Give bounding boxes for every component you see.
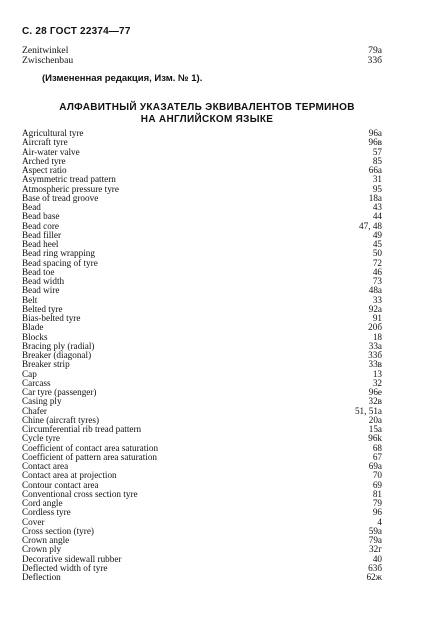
index-term: Bead spacing of tyre	[22, 257, 98, 268]
section-title-line-1: АЛФАВИТНЫЙ УКАЗАТЕЛЬ ЭКВИВАЛЕНТОВ ТЕРМИНОВ	[59, 102, 355, 113]
index-row	[22, 129, 382, 138]
index-reference: 32в	[368, 396, 382, 407]
index-term: Bead wire	[22, 285, 60, 296]
index-reference: 33б	[367, 55, 382, 66]
index-row	[22, 323, 382, 332]
index-term: Atmospheric pressure tyre	[22, 183, 119, 194]
index-row	[22, 490, 382, 499]
index-term: Decorative sidewall rubber	[22, 553, 122, 564]
index-term: Air-water valve	[22, 146, 80, 157]
index-row	[22, 314, 382, 323]
index-term: Coefficient of pattern area saturation	[22, 451, 158, 462]
index-row	[22, 268, 382, 277]
index-term: Belt	[22, 294, 38, 305]
index-row	[22, 425, 382, 434]
index-term: Bead core	[22, 220, 59, 231]
index-term: Blocks	[22, 331, 48, 342]
index-row	[22, 175, 382, 184]
index-term: Bead width	[22, 276, 65, 286]
index-reference: 81	[372, 488, 382, 499]
index-term: Coefficient of contact area saturation	[22, 442, 159, 453]
index-row	[22, 434, 382, 443]
index-reference: 73	[372, 276, 382, 286]
index-term: Cover	[22, 516, 45, 527]
index-reference: 32	[372, 377, 382, 388]
index-term: Zwischenbau	[22, 55, 74, 66]
index-reference: 33а	[368, 340, 382, 351]
index-term: Chine (aircraft tyres)	[22, 414, 100, 425]
index-reference: 95	[372, 183, 382, 194]
index-row	[22, 564, 382, 573]
index-reference: 70	[372, 470, 382, 481]
index-term: Deflected width of tyre	[22, 562, 108, 573]
index-row	[22, 296, 382, 305]
index-reference: 43	[372, 202, 382, 212]
index-term: Cordless tyre	[22, 507, 71, 518]
index-reference: 79а	[368, 535, 382, 545]
index-reference: 20б	[368, 322, 382, 333]
index-reference: 96k	[368, 433, 382, 444]
index-reference: 33	[372, 294, 382, 305]
index-reference: 49	[372, 229, 382, 240]
index-reference: 4	[377, 516, 382, 527]
index-reference: 79	[372, 498, 382, 508]
index-term: Aircraft tyre	[22, 137, 68, 148]
index-term: Breaker (diagonal)	[22, 350, 92, 360]
index-row	[22, 286, 382, 295]
index-reference: 59а	[368, 525, 382, 536]
index-reference: 32г	[369, 544, 382, 555]
index-reference: 44	[372, 211, 382, 222]
index-term: Bead base	[22, 211, 60, 222]
index-reference: 96е	[368, 387, 382, 397]
index-term: Cycle tyre	[22, 433, 61, 444]
index-reference: 85	[372, 155, 382, 166]
index-term: Circumferential rib tread pattern	[22, 424, 142, 434]
index-term: Crown ply	[22, 544, 62, 555]
index-row	[22, 277, 382, 286]
index-reference: 20а	[368, 414, 382, 425]
index-term: Bead toe	[22, 266, 55, 277]
index-reference: 96а	[368, 128, 382, 138]
index-term: Bias-belted tyre	[22, 313, 81, 323]
index-reference: 31	[372, 174, 382, 185]
index-reference: 45	[372, 239, 382, 249]
index-reference: 69а	[368, 461, 382, 471]
index-row	[22, 527, 382, 536]
index-term: Contact area at projection	[22, 470, 117, 481]
page-header: С. 28 ГОСТ 22374—77	[22, 26, 131, 37]
index-row	[22, 231, 382, 240]
index-term: Agricultural tyre	[22, 128, 84, 138]
index-term: Deflection	[22, 572, 61, 582]
index-term: Contact area	[22, 461, 69, 471]
section-title-line-2: НА АНГЛИЙСКОМ ЯЗЫКЕ	[140, 114, 274, 125]
index-row	[22, 499, 382, 508]
index-row	[22, 397, 382, 406]
index-term: Bead	[22, 202, 41, 212]
index-reference: 51, 51а	[354, 405, 382, 416]
index-reference: 57	[372, 146, 382, 157]
index-term: Arched tyre	[22, 155, 66, 166]
index-reference: 33в	[368, 359, 382, 370]
index-reference: 46	[372, 266, 382, 277]
index-row	[22, 46, 382, 56]
index-row	[22, 249, 382, 258]
index-reference: 62ж	[366, 572, 382, 582]
index-reference: 66а	[368, 165, 382, 175]
index-term: Asymmetric tread pattern	[22, 174, 116, 185]
index-reference: 18	[372, 331, 382, 342]
index-reference: 96в	[368, 137, 382, 148]
index-reference: 47, 48	[359, 220, 382, 231]
index-reference: 68	[372, 442, 382, 453]
index-term: Bracing ply (radial)	[22, 340, 95, 351]
index-reference: 50	[372, 248, 382, 259]
index-reference: 40	[372, 553, 382, 564]
index-row	[22, 212, 382, 221]
index-row	[22, 545, 382, 554]
index-reference: 69	[372, 479, 382, 490]
index-term: Base of tread groove	[22, 192, 99, 203]
index-term: Blade	[22, 322, 44, 333]
index-row	[22, 56, 382, 66]
index-reference: 63б	[368, 562, 382, 573]
index-reference: 33б	[368, 350, 382, 360]
index-term: Carcass	[22, 377, 51, 388]
index-reference: 72	[372, 257, 382, 268]
index-reference: 91	[372, 313, 382, 323]
index-row	[22, 148, 382, 157]
index-term: Bead heel	[22, 239, 59, 249]
index-term: Cross section (tyre)	[22, 525, 94, 536]
index-row	[22, 471, 382, 480]
index-row	[22, 351, 382, 360]
index-row	[22, 194, 382, 203]
index-term: Contour contact area	[22, 479, 99, 490]
index-term: Chafer	[22, 405, 47, 416]
index-term: Bead ring wrapping	[22, 248, 95, 259]
index-row	[22, 157, 382, 166]
index-row	[22, 203, 382, 212]
index-term: Belted tyre	[22, 303, 63, 314]
index-term: Aspect ratio	[22, 165, 67, 175]
index-term: Breaker strip	[22, 359, 70, 370]
index-reference: 18а	[368, 192, 382, 203]
index-reference: 79а	[368, 45, 382, 56]
index-row	[22, 536, 382, 545]
index-row	[22, 259, 382, 268]
index-row	[22, 573, 382, 582]
index-term: Cord angle	[22, 498, 63, 508]
index-term: Zenitwinkel	[22, 45, 69, 56]
index-reference: 48а	[368, 285, 382, 296]
index-term: Bead filler	[22, 229, 62, 240]
index-term: Casing ply	[22, 396, 62, 407]
index-reference: 67	[372, 451, 382, 462]
index-row	[22, 138, 382, 147]
index-term: Crown angle	[22, 535, 70, 545]
index-term: Conventional cross section tyre	[22, 488, 138, 499]
index-term: Car tyre (passenger)	[22, 387, 97, 397]
index-reference: 15а	[368, 424, 382, 434]
index-row	[22, 370, 382, 379]
index-term: Cap	[22, 368, 37, 379]
index-row	[22, 453, 382, 462]
amendment-note: (Измененная редакция, Изм. № 1).	[42, 73, 203, 84]
index-row	[22, 508, 382, 517]
index-row	[22, 388, 382, 397]
index-row	[22, 360, 382, 369]
index-row	[22, 222, 382, 231]
index-reference: 96	[372, 507, 382, 518]
index-reference: 92а	[368, 303, 382, 314]
index-reference: 13	[372, 368, 382, 379]
